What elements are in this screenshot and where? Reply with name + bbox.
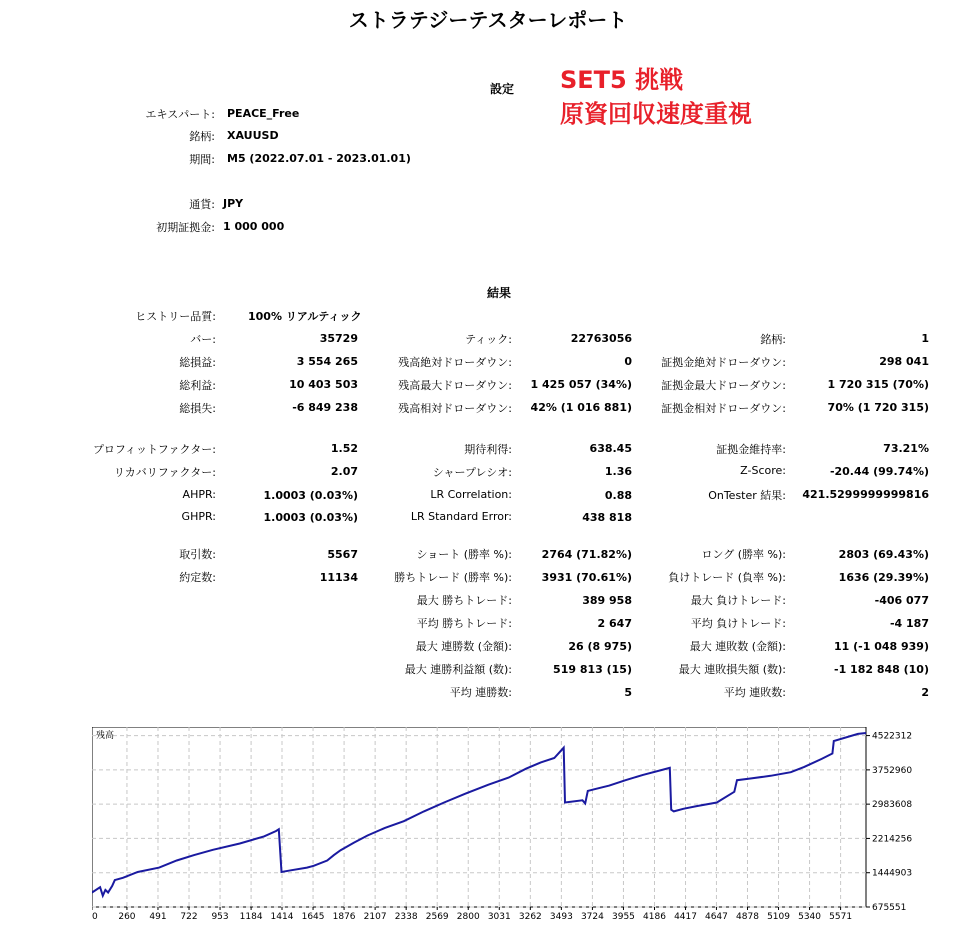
lr-std-error-value: 438 818 xyxy=(582,511,632,524)
margin-level-label: 証拠金維持率: xyxy=(716,443,786,456)
x-tick-label: 3955 xyxy=(612,912,635,922)
plot-frame xyxy=(92,727,866,907)
lr-correlation-label: LR Correlation: xyxy=(430,488,512,501)
expert-value: PEACE_Free xyxy=(227,107,300,120)
deals-label: 約定数: xyxy=(179,571,216,584)
expected-payoff-label: 期待利得: xyxy=(464,443,512,456)
x-tick-label: 5109 xyxy=(767,912,790,922)
y-tick-label: 3752960 xyxy=(872,765,913,776)
x-tick-label: 4878 xyxy=(736,912,759,922)
avg-cons-win-value: 5 xyxy=(624,686,632,699)
x-tick-label: 1184 xyxy=(239,912,263,922)
profit-factor-label: プロフィットファクター: xyxy=(92,443,216,456)
x-tick-label: 0 xyxy=(92,912,98,922)
ticks-label: ティック: xyxy=(465,333,512,346)
short-label: ショート (勝率 %): xyxy=(416,548,512,561)
max-win-value: 389 958 xyxy=(582,594,632,607)
x-tick-label: 4417 xyxy=(674,912,697,922)
x-tick-label: 2107 xyxy=(363,912,387,922)
avg-loss-value: -4 187 xyxy=(889,617,929,630)
y-tick-label: 1444903 xyxy=(872,868,913,879)
y-tick-label: 4522312 xyxy=(872,731,913,742)
avg-cons-loss-value: 2 xyxy=(921,686,929,699)
avg-cons-loss-label: 平均 連敗数: xyxy=(723,686,786,699)
bal-dd-abs-label: 残高絶対ドローダウン: xyxy=(398,356,512,369)
settings-heading: 設定 xyxy=(490,82,515,96)
x-tick-label: 2569 xyxy=(425,912,449,922)
x-tick-label: 2800 xyxy=(456,912,480,922)
symbols-label: 銘柄: xyxy=(760,333,786,346)
gross-profit-label: 総利益: xyxy=(179,379,216,392)
max-cons-loss-value: 11 (-1 048 939) xyxy=(834,640,929,653)
max-win-label: 最大 勝ちトレード: xyxy=(416,594,512,607)
x-tick-label: 3724 xyxy=(580,912,604,922)
ticks-value: 22763056 xyxy=(570,332,632,345)
ahpr-value: 1.0003 (0.03%) xyxy=(263,489,358,502)
x-tick-label: 1876 xyxy=(332,912,356,922)
eq-dd-abs-value: 298 041 xyxy=(879,355,929,368)
bal-dd-rel-label: 残高相対ドローダウン: xyxy=(398,402,512,415)
avg-cons-win-label: 平均 連勝数: xyxy=(449,686,512,699)
net-profit-label: 総損益: xyxy=(179,356,216,369)
period-label: 期間: xyxy=(189,153,215,166)
chart-title: 残高 xyxy=(96,731,115,741)
max-cons-loss-label: 最大 連敗数 (金額): xyxy=(689,640,786,653)
recovery-factor-value: 2.07 xyxy=(330,465,358,478)
expected-payoff-value: 638.45 xyxy=(589,442,632,455)
symbol-value: XAUUSD xyxy=(227,129,279,142)
expert-label: エキスパート: xyxy=(145,108,215,121)
bal-dd-max-value: 1 425 057 (34%) xyxy=(530,378,632,391)
currency-value: JPY xyxy=(223,197,244,210)
long-value: 2803 (69.43%) xyxy=(838,548,929,561)
eq-dd-max-label: 証拠金最大ドローダウン: xyxy=(661,379,786,392)
win-trades-label: 勝ちトレード (勝率 %): xyxy=(394,571,512,584)
max-cons-profit-value: 519 813 (15) xyxy=(553,663,632,676)
y-tick-label: 2983608 xyxy=(872,800,913,811)
x-tick-label: 5340 xyxy=(798,912,822,922)
x-tick-label: 722 xyxy=(180,912,198,922)
report-title: ストラテジーテスターレポート xyxy=(348,8,628,32)
max-cons-win-value: 26 (8 975) xyxy=(568,640,632,653)
deposit-value: 1 000 000 xyxy=(223,220,285,233)
note-line1: SET5 挑戦 xyxy=(560,66,684,94)
period-value: M5 (2022.07.01 - 2023.01.01) xyxy=(227,152,411,165)
short-value: 2764 (71.82%) xyxy=(541,548,632,561)
avg-win-label: 平均 勝ちトレード: xyxy=(416,617,512,630)
eq-dd-rel-value: 70% (1 720 315) xyxy=(827,401,929,414)
ontester-value: 421.5299999999816 xyxy=(802,488,929,501)
x-tick-label: 3031 xyxy=(487,912,511,922)
gross-loss-value: -6 849 238 xyxy=(292,401,358,414)
recovery-factor-label: リカバリファクター: xyxy=(113,466,216,479)
bal-dd-max-label: 残高最大ドローダウン: xyxy=(398,379,512,392)
zscore-value: -20.44 (99.74%) xyxy=(829,465,929,478)
max-cons-lossamt-label: 最大 連敗損失額 (数): xyxy=(678,663,786,676)
eq-dd-max-value: 1 720 315 (70%) xyxy=(827,378,929,391)
max-cons-profit-label: 最大 連勝利益額 (数): xyxy=(404,663,512,676)
lr-std-error-label: LR Standard Error: xyxy=(410,510,512,523)
ghpr-label: GHPR: xyxy=(181,510,216,523)
eq-dd-abs-label: 証拠金絶対ドローダウン: xyxy=(661,356,786,369)
results-heading: 結果 xyxy=(487,286,512,300)
history-quality-value: 100% リアルティック xyxy=(248,310,362,323)
balance-chart xyxy=(92,727,972,927)
loss-trades-value: 1636 (29.39%) xyxy=(838,571,929,584)
margin-level-value: 73.21% xyxy=(883,442,929,455)
sharpe-value: 1.36 xyxy=(604,465,632,478)
history-quality-label: ヒストリー品質: xyxy=(135,310,216,323)
ontester-label: OnTester 結果: xyxy=(708,489,786,502)
x-tick-label: 1414 xyxy=(270,912,294,922)
y-tick-label: 2214256 xyxy=(872,834,913,845)
avg-win-value: 2 647 xyxy=(597,617,632,630)
net-profit-value: 3 554 265 xyxy=(296,355,358,368)
sharpe-label: シャープレシオ: xyxy=(432,466,512,479)
x-tick-label: 1645 xyxy=(301,912,325,922)
x-tick-label: 3493 xyxy=(549,912,573,922)
max-loss-label: 最大 負けトレード: xyxy=(690,594,786,607)
x-tick-label: 260 xyxy=(118,912,136,922)
deposit-label: 初期証拠金: xyxy=(156,221,215,234)
x-tick-label: 953 xyxy=(211,912,229,922)
profit-factor-value: 1.52 xyxy=(330,442,358,455)
eq-dd-rel-label: 証拠金相対ドローダウン: xyxy=(661,402,786,415)
loss-trades-label: 負けトレード (負率 %): xyxy=(668,571,786,584)
ahpr-label: AHPR: xyxy=(182,488,216,501)
trades-label: 取引数: xyxy=(179,548,216,561)
symbol-label: 銘柄: xyxy=(189,130,215,143)
lr-correlation-value: 0.88 xyxy=(604,489,632,502)
currency-label: 通貨: xyxy=(189,198,215,211)
gross-profit-value: 10 403 503 xyxy=(289,378,358,391)
x-tick-label: 5571 xyxy=(829,912,853,922)
y-axis xyxy=(866,732,912,913)
max-loss-value: -406 077 xyxy=(874,594,929,607)
trades-value: 5567 xyxy=(327,548,358,561)
x-tick-label: 2338 xyxy=(394,912,418,922)
bars-label: バー: xyxy=(190,333,216,346)
win-trades-value: 3931 (70.61%) xyxy=(541,571,632,584)
x-tick-label: 4186 xyxy=(643,912,666,922)
bars-value: 35729 xyxy=(319,332,358,345)
y-tick-label: 675551 xyxy=(872,903,907,913)
symbols-value: 1 xyxy=(921,332,929,345)
zscore-label: Z-Score: xyxy=(740,464,786,477)
note-line2: 原資回収速度重視 xyxy=(560,100,752,128)
ghpr-value: 1.0003 (0.03%) xyxy=(263,511,358,524)
deals-value: 11134 xyxy=(319,571,358,584)
bal-dd-rel-value: 42% (1 016 881) xyxy=(530,401,632,414)
x-tick-label: 491 xyxy=(149,912,167,922)
x-axis xyxy=(92,907,852,922)
max-cons-win-label: 最大 連勝数 (金額): xyxy=(415,640,512,653)
long-label: ロング (勝率 %): xyxy=(701,548,786,561)
x-tick-label: 3262 xyxy=(518,912,542,922)
x-tick-label: 4647 xyxy=(704,912,728,922)
bal-dd-abs-value: 0 xyxy=(624,355,632,368)
max-cons-lossamt-value: -1 182 848 (10) xyxy=(834,663,929,676)
gross-loss-label: 総損失: xyxy=(179,402,216,415)
avg-loss-label: 平均 負けトレード: xyxy=(690,617,786,630)
